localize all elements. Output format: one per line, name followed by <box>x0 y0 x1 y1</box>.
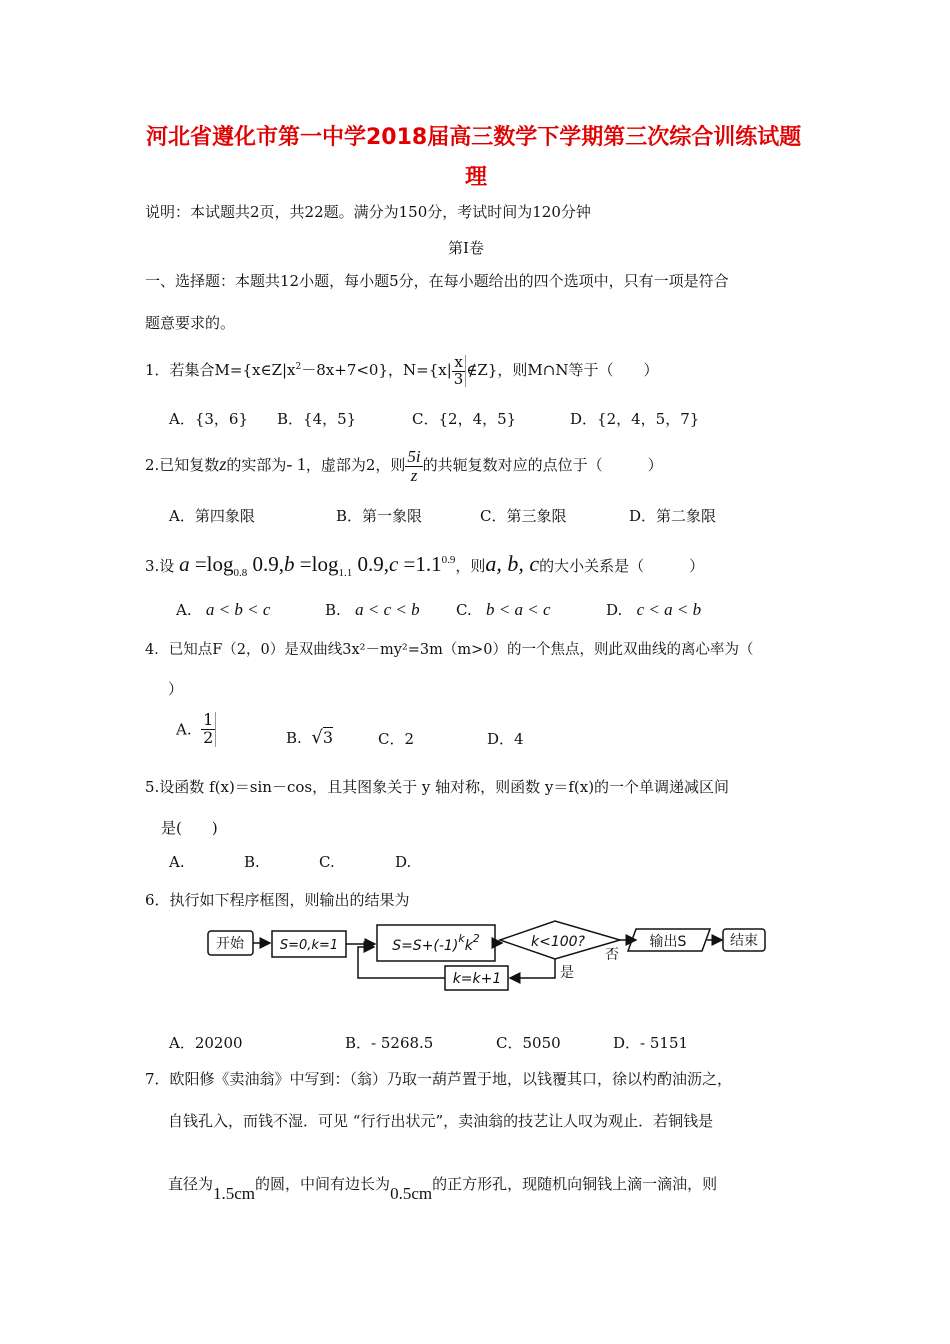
q2-option-c[interactable]: C．第三象限 <box>480 507 567 525</box>
q3-option-b-label: B. <box>325 601 341 619</box>
q4-option-a[interactable] <box>176 712 216 747</box>
question-7-line2: 自钱孔入，而钱不湿．可见 “行行出状元”，卖油翁的技艺让人叹为观止．若铜钱是 <box>168 1112 714 1130</box>
q1-text-mid: －8x+7<0}，N={x| <box>301 361 452 379</box>
question-7-line3 <box>168 1166 717 1212</box>
exam-title-continued: 理 <box>465 165 488 190</box>
q3-option-b[interactable] <box>325 600 420 620</box>
q3-option-c[interactable] <box>456 600 551 620</box>
flow-init-label: S=0,k=1 <box>279 938 339 953</box>
q1-option-a[interactable]: A．{3，6} <box>169 410 249 428</box>
flow-yes-label: 是 <box>560 965 574 981</box>
q4-option-a-label: A. <box>176 720 192 739</box>
q2-text-mid2: ，虚部为2，则 <box>305 456 406 474</box>
question-6: 6．执行如下程序框图，则输出的结果为 <box>145 891 410 909</box>
question-5: 5.设函数 f(x)＝sin－cos，且其图象关于 y 轴对称，则函数 y＝f(x)的一个单调递减区间 <box>145 778 730 796</box>
q4-option-c[interactable]: C．2 <box>378 730 415 748</box>
sqrt-icon: √ <box>311 727 323 748</box>
q5-option-c[interactable]: C. <box>319 853 335 871</box>
q6-option-b[interactable]: B．- 5268.5 <box>345 1034 434 1052</box>
q7-text-pre: 直径为 <box>168 1175 214 1193</box>
q3-option-a-label: A. <box>176 601 192 619</box>
q2-option-b[interactable]: B．第一象限 <box>336 507 423 525</box>
exam-title: 河北省遵化市第一中学2018届高三数学下学期第三次综合训练试题 <box>146 125 802 150</box>
q4-option-b[interactable] <box>286 727 333 748</box>
q3-expression-rendered: $a =\log_{0.8}$ $0.9,b =\log_{1.1}$ $0.9,c =1.1^{0.9}$ <box>179 552 456 580</box>
flow-end-label: 结束 <box>730 933 758 949</box>
q2-fraction <box>405 448 422 485</box>
q2-text-pre: 2.已知复数 <box>145 456 220 474</box>
section-description: 一、选择题：本题共12小题，每小题5分，在每小题给出的四个选项中，只有一项是符合 <box>145 272 729 290</box>
q6-option-d[interactable]: D．- 5151 <box>613 1034 689 1052</box>
program-flowchart <box>200 915 780 1000</box>
q2-text-post: 的共轭复数对应的点位于（ ） <box>422 456 663 474</box>
question-4: 4．已知点F（2，0）是双曲线3x²－my²=3m（m>0）的一个焦点，则此双曲线的离心率为（ <box>145 642 754 658</box>
q3-text-pre: 3.设 <box>145 557 175 575</box>
q2-text-mid1: 的实部为 <box>226 456 287 474</box>
exam-instructions: 说明：本试题共2页，共22题。满分为150分，考试时间为120分钟 <box>145 203 591 221</box>
q6-option-c[interactable]: C．5050 <box>496 1034 561 1052</box>
question-1 <box>145 345 658 392</box>
q4-option-d[interactable]: D．4 <box>487 730 524 748</box>
q2-frac-den: z <box>410 465 418 485</box>
q4-a-den: 2 <box>203 727 214 747</box>
q5-option-d[interactable]: D. <box>395 853 412 871</box>
q1-option-d[interactable]: D．{2，4，5，7} <box>570 410 700 428</box>
question-4-cont: ） <box>168 680 184 698</box>
q3-option-b-expr: a < c < b <box>355 600 420 619</box>
q2-var-z: z <box>219 454 227 474</box>
q1-text-pre: 1．若集合M={x∈Z|x <box>145 361 296 379</box>
q2-option-d[interactable]: D．第二象限 <box>629 507 717 525</box>
q6-option-a[interactable]: A．20200 <box>169 1034 243 1052</box>
q3-option-d-label: D. <box>606 601 623 619</box>
q3-option-d-expr: c < a < b <box>636 600 702 619</box>
q1-text-post: ∉Z}，则M∩N等于（ ） <box>466 361 659 379</box>
q1-option-b[interactable]: B．{4，5} <box>277 410 357 428</box>
section-description-cont: 题意要求的。 <box>145 314 236 332</box>
q3-option-d[interactable] <box>606 600 701 620</box>
q2-frac-num: 5i <box>407 446 421 466</box>
question-2 <box>145 440 663 489</box>
section-label: 第Ⅰ卷 <box>448 239 484 257</box>
q1-frac-den: 3 <box>453 369 464 388</box>
q7-text-post: 的正方形孔，现随机向铜钱上滴一滴油，则 <box>432 1175 718 1193</box>
flow-start-label: 开始 <box>216 936 244 952</box>
q1-fraction <box>452 352 467 388</box>
q2-option-a[interactable]: A．第四象限 <box>169 507 255 525</box>
q3-option-a[interactable] <box>176 600 270 620</box>
q4-option-b-value: 3 <box>322 728 334 747</box>
q7-text-mid: 的圆，中间有边长为 <box>255 1175 391 1193</box>
q1-option-c[interactable]: C．{2，4，5} <box>412 410 517 428</box>
q3-option-c-label: C. <box>456 601 472 619</box>
question-3 <box>145 543 704 590</box>
q7-side-length: 0.5cm <box>390 1184 433 1203</box>
q4-option-b-label: B. <box>286 729 302 747</box>
q1-frac-num: x <box>452 355 466 372</box>
q3-vars: a, b, c <box>485 551 540 576</box>
q4-option-a-fraction <box>201 712 216 747</box>
q4-a-num: 1 <box>203 710 214 729</box>
q5-option-b[interactable]: B. <box>244 853 260 871</box>
q5-option-a[interactable]: A. <box>169 853 185 871</box>
flow-increment-label: k=k+1 <box>452 971 502 987</box>
question-5-cont: 是( ) <box>161 819 218 837</box>
flow-no-label: 否 <box>605 947 619 963</box>
q3-text-post: 的大小关系是（ ） <box>539 557 705 575</box>
q1-superscript: 2 <box>295 362 302 372</box>
flow-update-label: $S=S+(-1)^kk^2$ <box>392 932 480 954</box>
q3-option-c-expr: b < a < c <box>486 600 551 619</box>
q3-option-a-expr: a < b < c <box>205 600 271 619</box>
q2-neg-one: - 1 <box>286 454 306 474</box>
q3-text-mid: ，则 <box>455 557 486 575</box>
question-7: 7．欧阳修《卖油翁》中写到：（翁）乃取一葫芦置于地，以钱覆其口，徐以杓酌油沥之， <box>145 1070 733 1088</box>
flow-output-label: 输出S <box>649 934 687 950</box>
q7-diameter: 1.5cm <box>213 1184 256 1203</box>
flow-condition-label: k<100? <box>531 934 585 950</box>
